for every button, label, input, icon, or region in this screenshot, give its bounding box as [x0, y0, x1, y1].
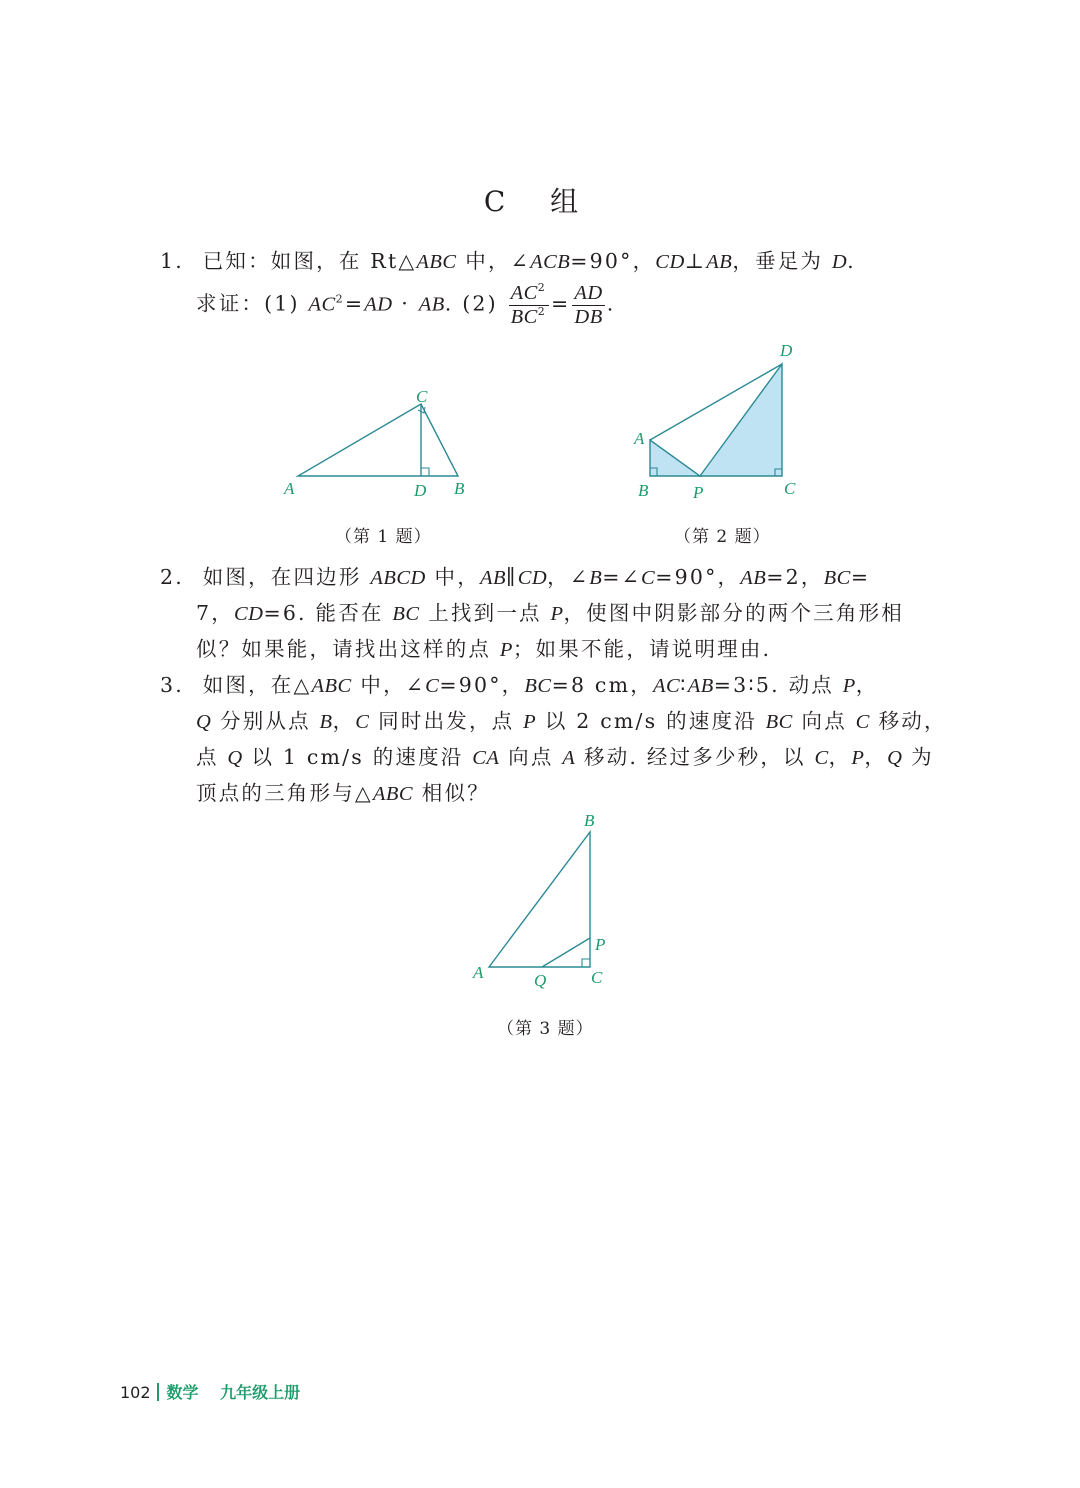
problem-2-line-1: 2. 如图，在四边形 ABCD 中，AB∥CD，∠B=∠C=90°，AB=2，BC=	[160, 565, 871, 589]
label-b: B	[584, 811, 595, 830]
label-c: C	[784, 479, 796, 498]
shaded-triangle-pcd	[700, 364, 782, 476]
figure-2-caption: （第 2 题）	[674, 527, 771, 547]
label-b: B	[638, 481, 649, 500]
label-q: Q	[534, 971, 547, 990]
right-angle-mark-d	[421, 468, 429, 476]
figure-2	[620, 336, 820, 506]
footer-subject: 数学	[166, 1383, 199, 1402]
label-d: D	[780, 341, 793, 360]
problem-3-line-4: 顶点的三角形与△ABC 相似？	[196, 781, 490, 805]
problem-2-line-2: 7，CD=6. 能否在 BC 上找到一点 P，使图中阴影部分的两个三角形相	[196, 601, 904, 625]
footer-divider	[157, 1383, 159, 1401]
footer-book: 九年级上册	[220, 1383, 301, 1402]
right-angle-mark-c	[582, 959, 590, 967]
page-number: 102	[120, 1383, 151, 1402]
page-footer	[120, 1380, 300, 1403]
figure-1	[270, 380, 490, 500]
label-p: P	[693, 483, 704, 502]
problem-3-line-1: 3. 如图，在△ABC 中，∠C=90°，BC=8 cm，AC∶AB=3∶5. 动点 P，	[160, 673, 879, 697]
label-c: C	[591, 968, 603, 987]
label-c: C	[416, 387, 428, 406]
triangle-abc	[298, 404, 458, 476]
figure-3-caption: （第 3 题）	[497, 1019, 594, 1039]
label-a: A	[634, 429, 645, 448]
problem-3-number: 3.	[160, 673, 184, 697]
label-d: D	[414, 481, 427, 500]
label-a: A	[284, 479, 295, 498]
problem-1-line-1: 1. 已知：如图，在 Rt△ABC 中，∠ACB=90°，CD⊥AB，垂足为 D.	[160, 249, 856, 273]
label-b: B	[454, 479, 465, 498]
label-a: A	[473, 963, 484, 982]
label-p: P	[595, 935, 606, 954]
problem-1-line-2: 求证：(1) $AC^2=AD$ · AB. (2) $\frac{AC^2}{BC^2}$ = $\frac{AD}{DB}$ .	[196, 281, 616, 328]
problem-1-number: 1.	[160, 249, 184, 273]
problem-3-line-3: 点 Q 以 1 cm/s 的速度沿 CA 向点 A 移动. 经过多少秒，以 C，P，Q 为	[196, 745, 934, 769]
figure-1-caption: （第 1 题）	[335, 527, 432, 547]
problem-2-line-3: 似？如果能，请找出这样的点 P；如果不能，请说明理由.	[196, 637, 772, 661]
section-title: C 组	[483, 185, 597, 218]
figure-3	[460, 806, 630, 992]
problem-2-number: 2.	[160, 565, 184, 589]
segment-pq	[542, 938, 590, 967]
problem-3-line-2: Q 分别从点 B，C 同时出发，点 P 以 2 cm/s 的速度沿 BC 向点 C 移动，	[196, 709, 947, 733]
